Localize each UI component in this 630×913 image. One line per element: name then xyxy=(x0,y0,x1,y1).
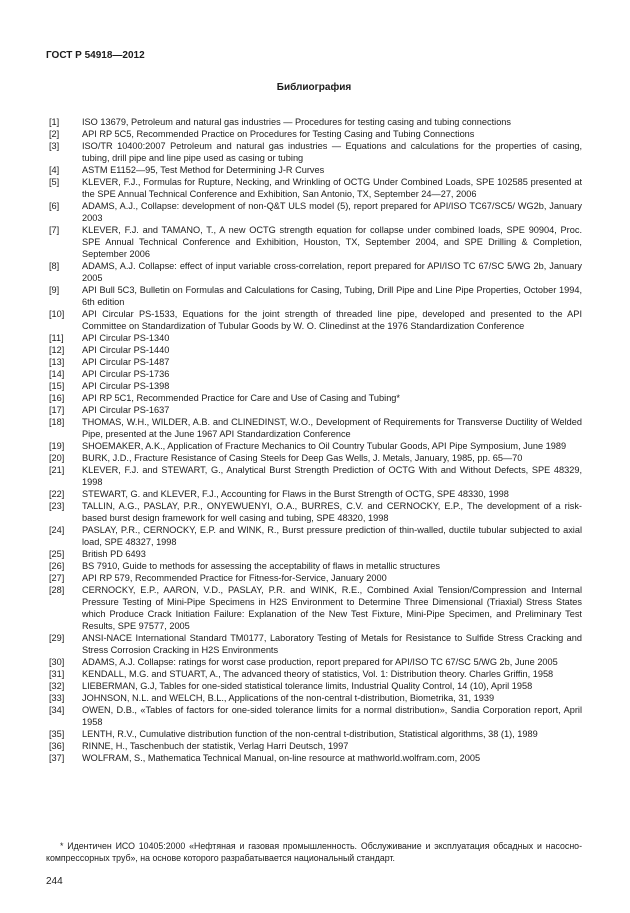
reference-number: [32] xyxy=(49,681,65,691)
reference-number: [14] xyxy=(49,369,65,379)
footnote: * Идентичен ИСО 10405:2000 «Нефтяная и газовая промышленность. Обслуживание и эксплуатация обсадных и насосно-компрессорных труб», на основе которого разрабатывается национальный стандарт. xyxy=(46,841,582,863)
reference-text: API Circular PS-1398 xyxy=(82,381,170,391)
reference-number: [13] xyxy=(49,357,65,367)
page-title: Библиография xyxy=(276,82,352,93)
reference-item xyxy=(46,404,582,416)
reference-item xyxy=(46,524,582,548)
reference-number: [20] xyxy=(49,453,65,463)
reference-number: [33] xyxy=(49,693,65,703)
reference-number: [9] xyxy=(49,285,60,295)
reference-number: [16] xyxy=(49,393,65,403)
reference-number: [7] xyxy=(49,225,60,235)
reference-number: [31] xyxy=(49,669,65,679)
reference-text: ASTM E1152—95, Test Method for Determining J-R Curves xyxy=(82,165,325,175)
reference-number: [3] xyxy=(49,141,60,151)
reference-number: [34] xyxy=(49,705,65,715)
reference-item xyxy=(46,356,582,368)
reference-text: LIEBERMAN, G.J, Tables for one-sided statistical tolerance limits, Industrial Quality Control, 14 (10), April 1958 xyxy=(82,681,533,691)
reference-item xyxy=(46,656,582,668)
reference-text: BURK, J.D., Fracture Resistance of Casing Steels for Deep Gas Wells, J. Metals, January, 1985, pp. 65—70 xyxy=(82,453,523,463)
reference-item xyxy=(46,488,582,500)
reference-item xyxy=(46,572,582,584)
reference-item xyxy=(46,452,582,464)
reference-text: BS 7910, Guide to methods for assessing the acceptability of flaws in metallic structures xyxy=(82,561,440,571)
reference-text: API Bull 5C3, Bulletin on Formulas and Calculations for Casing, Tubing, Drill Pipe and Line Pipe Properties, October 1994, 6th edition xyxy=(82,285,582,307)
reference-number: [30] xyxy=(49,657,65,667)
reference-item xyxy=(46,752,582,764)
reference-number: [24] xyxy=(49,525,65,535)
reference-text: API RP 5C5, Recommended Practice on Procedures for Testing Casing and Tubing Connections xyxy=(82,129,475,139)
reference-text: JOHNSON, N.L. and WELCH, B.L., Applications of the non-central t-distribution, Biometrika, 31, 1939 xyxy=(82,693,495,703)
reference-number: [12] xyxy=(49,345,65,355)
reference-text: CERNOCKY, E.P., AARON, V.D., PASLAY, P.R. and WINK, R.E., Combined Axial Tension/Compression and Internal Pressure Testing of Mini-Pipe Specimens in H2S Environment to Determine Three Dimensional (Triaxial) Stress States which Produce Crack Initiation Failure: Explanation of the New Test Fixture, Mini-Pipe Specimen, and Preliminary Test Results, SPE 97577, 2005 xyxy=(82,585,582,631)
reference-number: [28] xyxy=(49,585,65,595)
reference-text: TALLIN, A.G., PASLAY, P.R., ONYEWUENYI, O.A., BURRES, C.V. and CERNOCKY, E.P., The development of a risk-based burst design framework for well casing and tubing, SPE 48320, 1998 xyxy=(82,501,582,523)
reference-text: KLEVER, F.J., Formulas for Rupture, Necking, and Wrinkling of OCTG Under Combined Loads, SPE 102585 presented at the SPE Annual Technical Conference and Exhibition, San Antonio, TX, September 24—27, 2006 xyxy=(82,177,582,199)
reference-item xyxy=(46,548,582,560)
reference-item xyxy=(46,200,582,224)
reference-item xyxy=(46,416,582,440)
reference-item xyxy=(46,668,582,680)
reference-text: ISO/TR 10400:2007 Petroleum and natural gas industries — Equations and calculations for the properties of casing, tubing, drill pipe and line pipe used as casing or tubing xyxy=(82,141,582,163)
reference-item xyxy=(46,500,582,524)
reference-text: API Circular PS-1487 xyxy=(82,357,170,367)
reference-item xyxy=(46,560,582,572)
reference-text: API Circular PS-1440 xyxy=(82,345,170,355)
reference-text: ADAMS, A.J. Collapse: effect of input variable cross-correlation, report prepared for API/ISO TC 67/SC 5/WG 2b, January 2005 xyxy=(82,261,582,283)
reference-text: API Circular PS-1736 xyxy=(82,369,170,379)
reference-text: KLEVER, F.J. and TAMANO, T., A new OCTG strength equation for collapse under combined loads, SPE 90904, Proc. SPE Annual Technical Conference and Exhibition, Houston, TX, September 2004, and SPE Drilling & Completion, September 2006 xyxy=(82,225,582,259)
reference-list xyxy=(46,116,582,764)
reference-number: [23] xyxy=(49,501,65,511)
reference-number: [5] xyxy=(49,177,60,187)
reference-number: [36] xyxy=(49,741,65,751)
reference-item xyxy=(46,392,582,404)
reference-number: [35] xyxy=(49,729,65,739)
reference-item xyxy=(46,284,582,308)
reference-number: [1] xyxy=(49,117,60,127)
reference-text: API RP 579, Recommended Practice for Fitness-for-Service, January 2000 xyxy=(82,573,387,583)
reference-item xyxy=(46,692,582,704)
reference-number: [29] xyxy=(49,633,65,643)
reference-text: ANSI-NACE International Standard TM0177, Laboratory Testing of Metals for Resistance to Sulfide Stress Cracking and Stress Corrosion Cracking in H2S Environments xyxy=(82,633,582,655)
reference-number: [21] xyxy=(49,465,65,475)
reference-text: THOMAS, W.H., WILDER, A.B. and CLINEDINST, W.O., Development of Requirements for Transverse Ductility of Welded Pipe, presented at the June 1967 API Standardization Conference xyxy=(82,417,582,439)
reference-number: [8] xyxy=(49,261,60,271)
reference-text: STEWART, G. and KLEVER, F.J., Accounting for Flaws in the Burst Strength of OCTG, SPE 48330, 1998 xyxy=(82,489,509,499)
reference-number: [4] xyxy=(49,165,60,175)
reference-item xyxy=(46,116,582,128)
reference-item xyxy=(46,704,582,728)
reference-item xyxy=(46,332,582,344)
reference-number: [6] xyxy=(49,201,60,211)
reference-item xyxy=(46,128,582,140)
reference-number: [10] xyxy=(49,309,65,319)
reference-item xyxy=(46,260,582,284)
reference-text: SHOEMAKER, A.K., Application of Fracture Mechanics to Oil Country Tubular Goods, API Pipe Symposium, June 1989 xyxy=(82,441,567,451)
reference-text: LENTH, R.V., Cumulative distribution function of the non-central t-distribution, Statistical algorithms, 38 (1), 1989 xyxy=(82,729,538,739)
reference-text: API Circular PS-1637 xyxy=(82,405,170,415)
reference-number: [27] xyxy=(49,573,65,583)
reference-text: WOLFRAM, S., Mathematica Technical Manual, on-line resource at mathworld.wolfram.com, 2005 xyxy=(82,753,481,763)
reference-text: API Circular PS-1533, Equations for the joint strength of threaded line pipe, developed and presented to the API Committee on Standardization of Tubular Goods by W. O. Clinedinst at the 1976 Standardization Conference xyxy=(82,309,582,331)
reference-text: British PD 6493 xyxy=(82,549,146,559)
reference-text: ADAMS, A.J., Collapse: development of non-Q&T ULS model (5), report prepared for API/ISO TC67/SC5/ WG2b, January 2003 xyxy=(82,201,582,223)
reference-number: [37] xyxy=(49,753,65,763)
reference-item xyxy=(46,740,582,752)
reference-number: [25] xyxy=(49,549,65,559)
reference-text: API Circular PS-1340 xyxy=(82,333,170,343)
document-number-header: ГОСТ Р 54918—2012 xyxy=(46,50,145,61)
reference-text: API RP 5C1, Recommended Practice for Care and Use of Casing and Tubing* xyxy=(82,393,400,403)
reference-number: [15] xyxy=(49,381,65,391)
reference-text: ISO 13679, Petroleum and natural gas industries — Procedures for testing casing and tubing connections xyxy=(82,117,512,127)
reference-text: OWEN, D.B., «Tables of factors for one-sided tolerance limits for a normal distribution», Sandia Corporation report, April 1958 xyxy=(82,705,582,727)
reference-number: [26] xyxy=(49,561,65,571)
reference-text: KENDALL, M.G. and STUART, A., The advanced theory of statistics, Vol. 1: Distribution theory. Charles Griffin, 1958 xyxy=(82,669,554,679)
reference-item xyxy=(46,140,582,164)
reference-item xyxy=(46,176,582,200)
reference-item xyxy=(46,224,582,260)
reference-item xyxy=(46,680,582,692)
reference-item xyxy=(46,464,582,488)
reference-text: PASLAY, P.R., CERNOCKY, E.P. and WINK, R., Burst pressure prediction of thin-walled, ductile tubular subjected to axial load, SPE 48327, 1998 xyxy=(82,525,582,547)
reference-number: [11] xyxy=(49,333,64,343)
reference-text: ADAMS, A.J. Collapse: ratings for worst case production, report prepared for API/ISO TC 67/SC 5/WG 2b, June 2005 xyxy=(82,657,558,667)
reference-item xyxy=(46,632,582,656)
reference-item xyxy=(46,440,582,452)
reference-number: [17] xyxy=(49,405,65,415)
reference-item xyxy=(46,380,582,392)
reference-number: [19] xyxy=(49,441,65,451)
reference-item xyxy=(46,344,582,356)
page-number: 244 xyxy=(46,876,63,887)
reference-text: RINNE, H., Taschenbuch der statistik, Verlag Harri Deutsch, 1997 xyxy=(82,741,349,751)
reference-number: [22] xyxy=(49,489,65,499)
reference-item xyxy=(46,308,582,332)
reference-number: [18] xyxy=(49,417,65,427)
reference-item xyxy=(46,584,582,632)
reference-number: [2] xyxy=(49,129,60,139)
reference-item xyxy=(46,728,582,740)
reference-item xyxy=(46,164,582,176)
reference-text: KLEVER, F.J. and STEWART, G., Analytical Burst Strength Prediction of OCTG With and Without Defects, SPE 48329, 1998 xyxy=(82,465,582,487)
reference-item xyxy=(46,368,582,380)
